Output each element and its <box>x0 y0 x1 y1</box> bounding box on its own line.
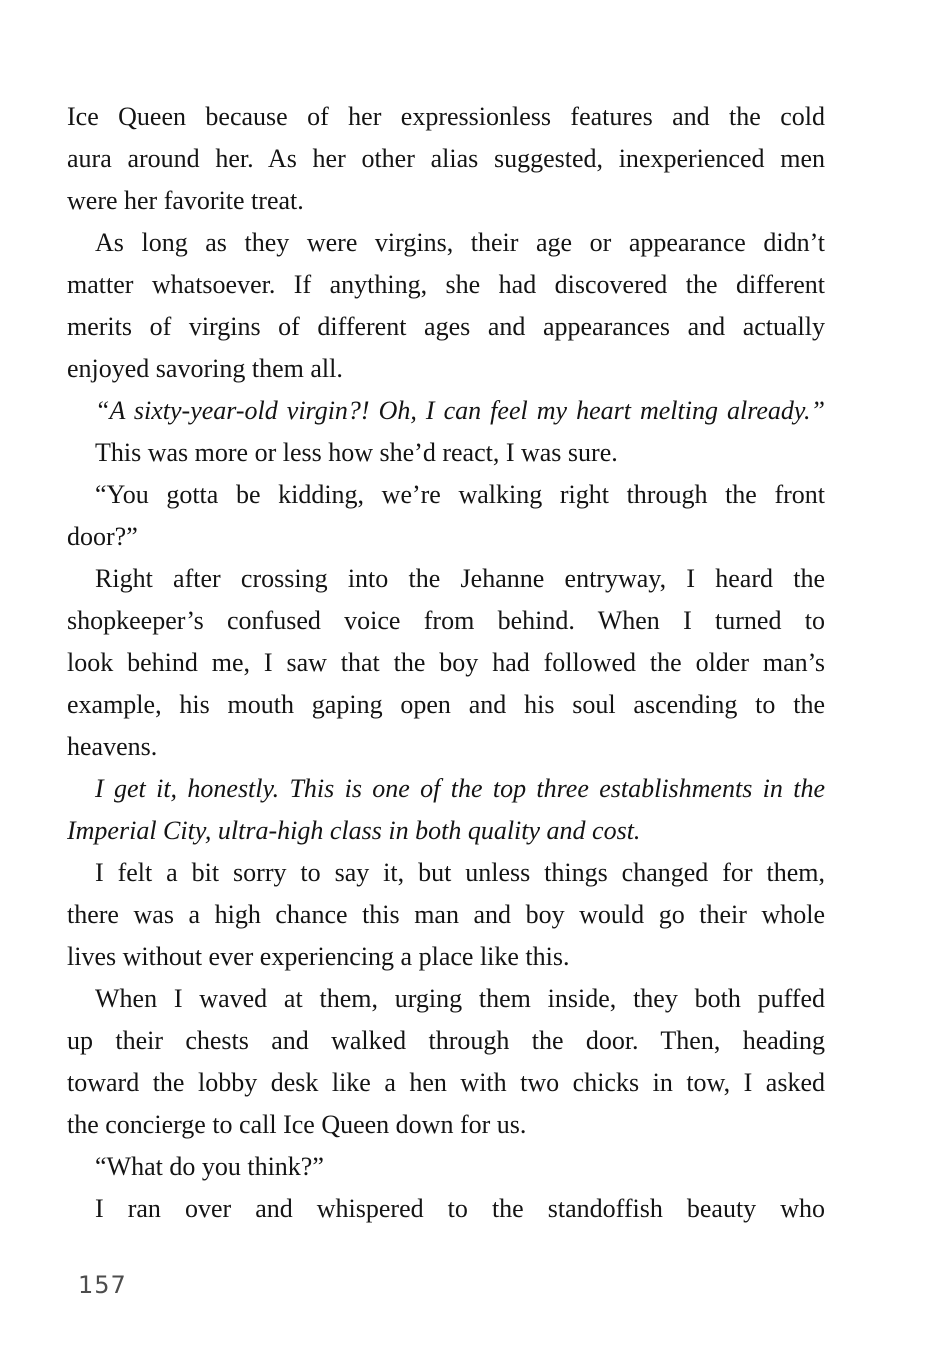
text-line: toward the lobby desk like a hen with two chicks in tow, I asked <box>67 1068 825 1097</box>
text-line: up their chests and walked through the door. Then, heading <box>67 1026 825 1055</box>
text-line: I ran over and whispered to the standoffish beauty who <box>95 1194 825 1223</box>
text-line: were her favorite treat. <box>67 186 304 215</box>
text-line: Imperial City, ultra-high class in both quality and cost. <box>67 816 641 845</box>
text-line: example, his mouth gaping open and his soul ascending to the <box>67 690 825 719</box>
text-line: “You gotta be kidding, we’re walking right through the front <box>95 480 825 509</box>
text-line: “A sixty-year-old virgin?! Oh, I can feel my heart melting already.” <box>95 396 825 425</box>
text-line: shopkeeper’s confused voice from behind. When I turned to <box>67 606 825 635</box>
text-line: aura around her. As her other alias suggested, inexperienced men <box>67 144 825 173</box>
text-line: Right after crossing into the Jehanne entryway, I heard the <box>95 564 825 593</box>
text-line: I get it, honestly. This is one of the top three establishments in the <box>95 774 825 803</box>
text-line: the concierge to call Ice Queen down for us. <box>67 1110 527 1139</box>
text-line: look behind me, I saw that the boy had followed the older man’s <box>67 648 825 677</box>
text-line: “What do you think?” <box>95 1152 324 1181</box>
text-line: Ice Queen because of her expressionless features and the cold <box>67 102 825 131</box>
text-line: merits of virgins of different ages and appearances and actually <box>67 312 825 341</box>
page-text <box>67 96 825 1230</box>
text-line: I felt a bit sorry to say it, but unless things changed for them, <box>95 858 825 887</box>
text-line: As long as they were virgins, their age or appearance didn’t <box>95 228 825 257</box>
text-line: lives without ever experiencing a place like this. <box>67 942 570 971</box>
text-line: enjoyed savoring them all. <box>67 354 343 383</box>
text-line: This was more or less how she’d react, I was sure. <box>95 438 618 467</box>
text-line: matter whatsoever. If anything, she had discovered the different <box>67 270 825 299</box>
text-line: heavens. <box>67 732 158 761</box>
page-number: 157 <box>78 1271 127 1299</box>
text-line: there was a high chance this man and boy would go their whole <box>67 900 825 929</box>
text-line: door?” <box>67 522 138 551</box>
text-line: When I waved at them, urging them inside, they both puffed <box>95 984 825 1013</box>
